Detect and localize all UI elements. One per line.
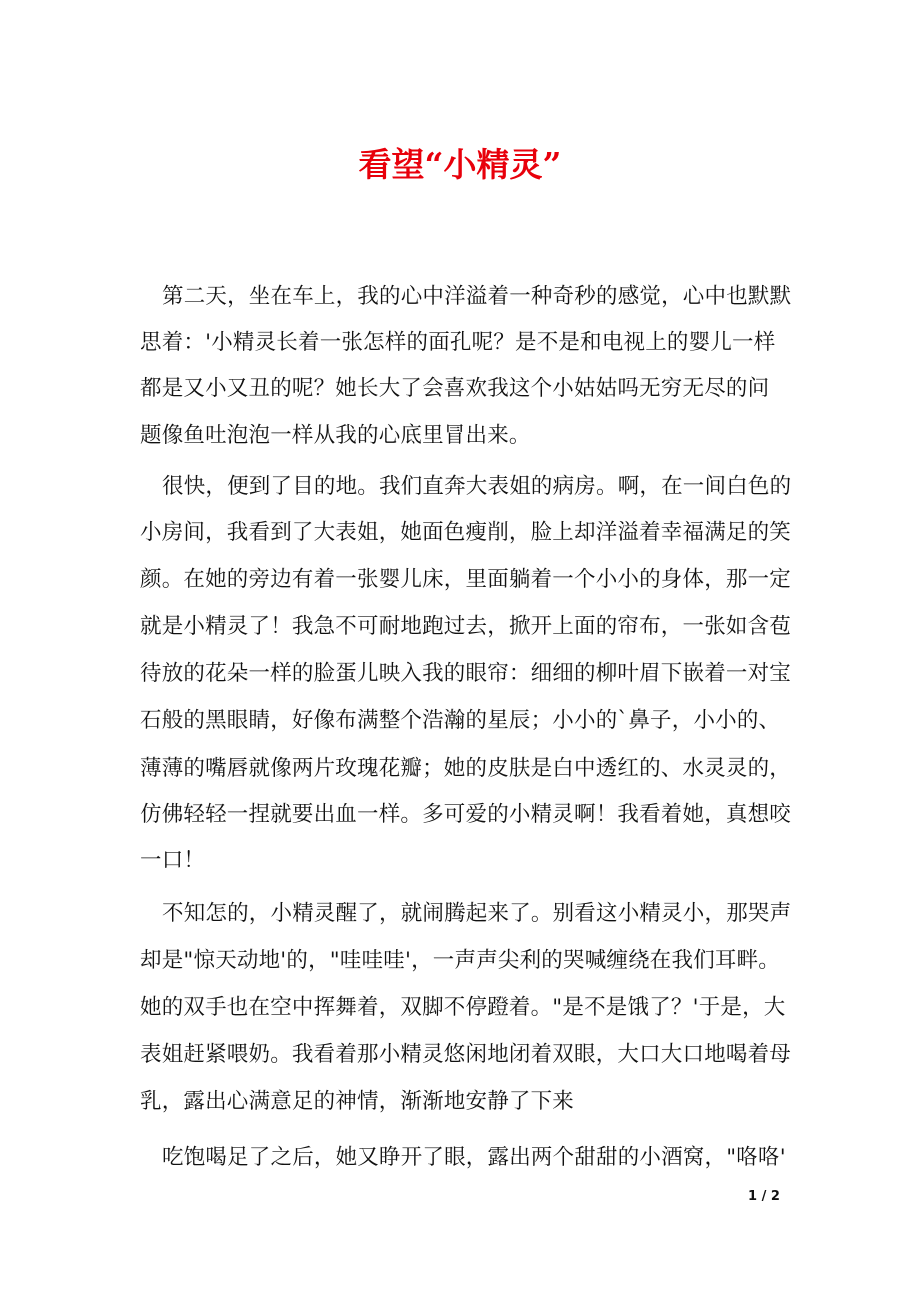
text-line: 很快，便到了目的地。我们直奔大表姐的病房。啊，在一间白色的 — [162, 474, 792, 499]
text-line: 小房间，我看到了大表姐，她面色瘦削，脸上却洋溢着幸福满足的笑 — [140, 520, 792, 545]
text-line: 都是又小又丑的呢？她长大了会喜欢我这个小姑姑吗无穷无尽的问 — [140, 376, 770, 401]
document-title: 看望“小精灵” — [358, 145, 562, 184]
text-line: 思着：'小精灵长着一张怎样的面孔呢？是不是和电视上的婴儿一样 — [140, 330, 776, 355]
text-line: 表姐赶紧喂奶。我看着那小精灵悠闲地闭着双眼，大口大口地喝着母 — [140, 1042, 792, 1067]
text-line: 题像鱼吐泡泡一样从我的心底里冒出来。 — [140, 423, 531, 448]
text-line: 待放的花朵一样的脸蛋儿映入我的眼帘：细细的柳叶眉下嵌着一对宝 — [140, 661, 792, 686]
text-line: 她的双手也在空中挥舞着，双脚不停蹬着。"是不是饿了？'于是，大 — [140, 995, 786, 1020]
text-line: 却是"惊天动地'的，"哇哇哇'，一声声尖利的哭喊缠绕在我们耳畔。 — [140, 948, 781, 973]
text-line: 就是小精灵了！我急不可耐地跑过去，掀开上面的帘布，一张如含苞 — [140, 614, 792, 639]
page-number: 1 / 2 — [748, 1189, 780, 1204]
text-line: 第二天，坐在车上，我的心中洋溢着一种奇秒的感觉，心中也默默 — [162, 284, 792, 309]
text-line: 仿佛轻轻一捏就要出血一样。多可爱的小精灵啊！我看着她，真想咬 — [140, 802, 792, 827]
text-line: 乳，露出心满意足的神情，渐渐地安静了下来 — [140, 1089, 575, 1114]
text-line: 颜。在她的旁边有着一张婴儿床，里面躺着一个小小的身体，那一定 — [140, 567, 792, 592]
text-line: 石般的黑眼睛，好像布满整个浩瀚的星辰；小小的`鼻子，小小的、 — [140, 708, 781, 733]
text-line: 一口！ — [140, 848, 206, 873]
text-line: 薄薄的嘴唇就像两片玫瑰花瓣；她的皮肤是白中透红的、水灵灵的， — [140, 756, 792, 781]
text-line: 不知怎的，小精灵醒了，就闹腾起来了。别看这小精灵小，那哭声 — [162, 901, 792, 926]
text-line: 吃饱喝足了之后，她又睁开了眼，露出两个甜甜的小酒窝，"咯咯' — [162, 1145, 786, 1170]
